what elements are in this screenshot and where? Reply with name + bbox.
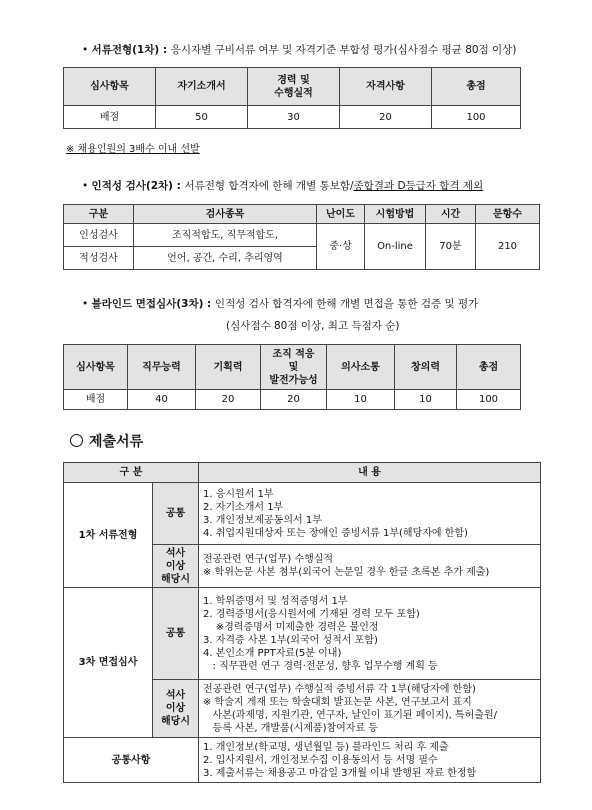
stage1-score-row (64, 106, 521, 129)
stage3-common-label: 공통 (153, 588, 199, 680)
table-cell: 10 (327, 390, 395, 410)
stage3-desc: 인적성 검사 합격자에 한해 개별 면접을 통한 검증 및 평가 (214, 298, 479, 310)
table-cell: 30 (248, 106, 340, 129)
stage1-header-cell: 총점 (432, 68, 521, 106)
stage3-colon: : (203, 298, 215, 310)
list-item: : 직무관련 연구 경력·전문성, 향후 업무수행 계획 등 (203, 660, 438, 672)
stage1-table (63, 67, 521, 129)
stage2-desc-underline: 종합결과 D등급자 합격 제외 (353, 180, 484, 192)
list-item: ※ 학술지 게재 또는 학술대회 발표논문 사본, 연구보고서 표지 (203, 696, 472, 708)
table-row (64, 738, 541, 783)
stage1-common-label: 공통 (153, 483, 199, 545)
stage1-header-cell: 경력 및 수행실적 (248, 68, 340, 106)
bullet-icon: • (82, 180, 89, 192)
list-item: 1. 개인정보(학교명, 생년월일 등) 블라인드 처리 후 제출 (203, 741, 449, 753)
stage1-note-text: ※ 채용인원의 3배수 이내 선발 (66, 144, 200, 155)
table-cell: 적성검사 (64, 247, 134, 270)
stage3-docs-label: 3차 면접심사 (64, 588, 153, 738)
list-item: 2. 입사지원서, 개인정보수집 이용동의서 등 서명 필수 (203, 754, 438, 766)
table-cell: 100 (432, 106, 521, 129)
table-cell: 20 (340, 106, 432, 129)
documents-section-title (70, 431, 143, 451)
stage2-header-cell: 구분 (64, 205, 134, 224)
documents-header-row (64, 463, 541, 483)
stage3-header-cell: 심사항목 (64, 345, 128, 390)
list-item: 3. 자격증 사본 1부(외국어 성적서 포함) (203, 634, 378, 646)
common-docs-label: 공통사항 (64, 738, 199, 783)
stage3-header-row (64, 345, 521, 390)
list-item: 3. 개인정보제공동의서 1부 (203, 514, 322, 526)
stage3-header-cell: 기획력 (196, 345, 261, 390)
stage1-docs-label: 1차 서류전형 (64, 483, 153, 588)
bullet-icon: • (82, 44, 89, 56)
stage3-header-cell: 조직 적응 및 발전가능성 (261, 345, 327, 390)
list-item: 사본(과제명, 지원기관, 연구자, 날인이 표기된 페이지), 특허출원/ (203, 709, 497, 721)
stage2-header-cell: 시험방법 (365, 205, 426, 224)
stage2-title: 인적성 검사(2차) (91, 180, 173, 192)
table-cell: 언어, 공간, 수리, 추리영역 (134, 247, 317, 270)
table-cell: 70분 (426, 224, 476, 270)
documents-table (63, 462, 541, 783)
table-cell: 100 (457, 390, 521, 410)
stage3-table (63, 344, 521, 410)
list-item: 등록 사본, 개발품(시제품)참여자료 등 (203, 722, 378, 734)
table-row (64, 224, 540, 247)
table-cell: 20 (196, 390, 261, 410)
documents-header-content: 내 용 (199, 463, 541, 483)
bullet-icon: • (82, 298, 89, 310)
list-item: 전공관련 연구(업무) 수행실적 (203, 554, 334, 565)
table-cell: 배점 (64, 390, 128, 410)
list-item: 전공관련 연구(업무) 수행실적 증빙서류 각 1부(해당자에 한함) (203, 683, 476, 695)
table-cell: 조직적합도, 직무적합도, (134, 224, 317, 247)
stage1-note (66, 140, 200, 155)
table-cell: 배점 (64, 106, 156, 129)
stage1-header-cell: 자기소개서 (156, 68, 248, 106)
stage2-header-row (64, 205, 540, 224)
list-item: 2. 자기소개서 1부 (203, 501, 284, 513)
stage3-adv-label: 석사 이상 해당시 (153, 680, 199, 738)
list-item: ※경력증명서 미제출한 경력은 불인정 (203, 621, 379, 633)
stage1-heading (82, 42, 516, 57)
table-cell: 중·상 (317, 224, 365, 270)
stage1-header-cell: 심사항목 (64, 68, 156, 106)
list-item: 2. 경력증명서(응시원서에 기재된 경력 모두 포함) (203, 608, 420, 620)
stage3-title: 블라인드 면접심사(3차) (91, 298, 204, 310)
stage2-heading (82, 178, 483, 193)
stage1-adv-label: 석사 이상 해당시 (153, 545, 199, 588)
stage1-common-list (199, 483, 541, 545)
stage3-desc2: (심사점수 80점 이상, 최고 득점자 순) (226, 320, 400, 332)
stage1-title: 서류전형(1차) (91, 44, 160, 56)
stage2-colon: : (172, 180, 185, 192)
stage2-header-cell: 시간 (426, 205, 476, 224)
stage3-heading (82, 296, 478, 311)
list-item: ※ 학위논문 사본 첨부(외국어 논문일 경우 한글 초록본 추가 제출) (203, 567, 490, 578)
table-cell: 40 (128, 390, 196, 410)
table-cell: 210 (476, 224, 540, 270)
stage3-adv-list (199, 680, 541, 738)
stage1-adv-list (199, 545, 541, 588)
stage1-colon: : (159, 44, 171, 56)
stage2-header-cell: 문항수 (476, 205, 540, 224)
stage1-desc: 응시자별 구비서류 여부 및 자격기준 부합성 평가(심사점수 평균 80점 이상) (170, 44, 517, 56)
list-item: 3. 제출서류는 채용공고 마감일 3개월 이내 발행된 자료 한정함 (203, 767, 477, 779)
stage3-header-cell: 직무능력 (128, 345, 196, 390)
table-row (64, 483, 541, 545)
stage3-common-list (199, 588, 541, 680)
documents-title-text: 제출서류 (89, 434, 144, 450)
stage3-header-cell: 의사소통 (327, 345, 395, 390)
list-item: 1. 응시원서 1부 (203, 488, 274, 500)
stage3-header-cell: 총점 (457, 345, 521, 390)
common-docs-list (199, 738, 541, 783)
stage3-score-row (64, 390, 521, 410)
list-item: 4. 취업지원대상자 또는 장애인 증빙서류 1부(해당자에 한함) (203, 527, 468, 539)
list-item: 4. 본인소개 PPT자료(5분 이내) (203, 647, 342, 659)
list-item: 1. 학위증명서 및 성적증명서 1부 (203, 595, 348, 607)
table-cell: 50 (156, 106, 248, 129)
stage2-header-cell: 난이도 (317, 205, 365, 224)
table-cell: 20 (261, 390, 327, 410)
table-cell: On-line (365, 224, 426, 270)
stage2-table (63, 204, 540, 270)
documents-header-cat: 구 분 (64, 463, 199, 483)
stage2-desc: 서류전형 합격자에 한해 개별 통보함/ (184, 180, 354, 192)
stage2-header-cell: 검사종목 (134, 205, 317, 224)
circle-icon (70, 434, 83, 447)
stage1-header-row (64, 68, 521, 106)
table-cell: 10 (395, 390, 457, 410)
table-cell: 인성검사 (64, 224, 134, 247)
stage1-header-cell: 자격사항 (340, 68, 432, 106)
stage3-header-cell: 창의력 (395, 345, 457, 390)
table-row (64, 588, 541, 680)
